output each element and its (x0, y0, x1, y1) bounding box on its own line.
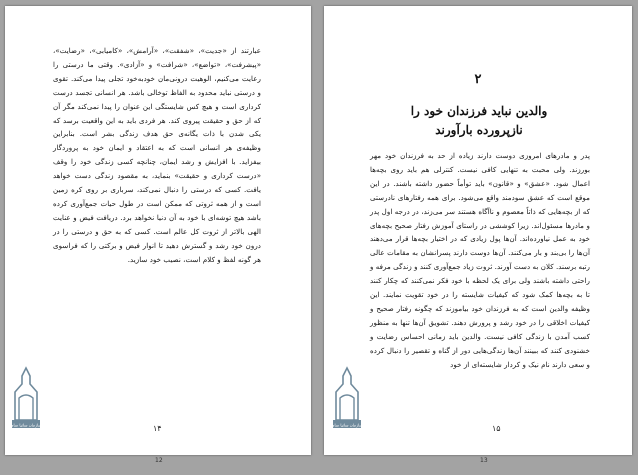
right-logo-text: سازمان ساتیا سای (331, 422, 363, 428)
page-12[interactable] (5, 6, 311, 455)
right-page-folio: ۱۵ (492, 424, 501, 433)
chapter-title-line-1: والدین نباید فرزندان خود را (410, 104, 548, 118)
right-page-number-label: 13 (480, 457, 488, 464)
left-page-body (53, 44, 261, 267)
chapter-title-line-2: نازپرورده بارآورند (435, 123, 523, 137)
left-page-folio: ۱۴ (153, 424, 162, 433)
left-page-paragraph: عبارتند از «جدیت»، «شفقت»، «آرامش»، «کامیابی»، «رضایت»، «پیشرفت»، «تواضع»، «شرافت» و «آزادی». وقتی ما درستی را رعایت می‌کنیم، الوهیت درونی‌مان خودبه‌خود تجلی پیدا می‌کند. تقوی و درستی نباید محدود به الفاظ توخالی باشد. هر انسانی تجسد درست کرداری است و هیچ کس شایستگی این عنوان را پیدا نمی‌کند مگر آن که از حق و حقیقت پیروی کند. هر فردی باید به این واقعیت برسد که یکی شدن با ذات یگانه‌ی حق هدف زندگی بشر است. بنابراین وظیفه‌ی هر انسانی است که به اعتقاد و ایمان خود به پروردگار بیفزاید. با افزایش و رشد ایمان، چنانچه کسی زندگی خود را وقف «درست کرداری و حقیقت» بنماید، به مقصود زندگی دست خواهد یافت. کسی که درستی را دنبال نمی‌کند، سرباری بر روی کره زمین است و از همه ثروتی که ممکن است در طول حیات جمع‌آوری کرده باشد هیچ توشه‌ای با خود به آن دنیا نخواهد برد. دریافت فیض و عنایت الهی بالاتر از ثروت کل عالم است. کسی که به حق و درستی را در درون خود رشد و گسترش دهید تا انوار فیض و برکتی را که فراسوی هر گونه لفظ و کلام است، نصیب خود سازید. (53, 46, 261, 264)
right-page-body (370, 149, 590, 372)
organization-logo-icon (330, 364, 364, 430)
right-page-paragraph: پدر و مادرهای امروزی دوست دارند زیاده از حد به فرزندان خود مهر بورزند. ولی محبت به تنهایی کافی نیست. کنترلی هم باید روی بچه‌ها اعمال شود. «عشق» و «قانون» باید توأماً حضور داشته باشند. در این موقع است که عشق سودمند واقع می‌شود. برای همه رفتارهای نادرستی که از بچه‌هایی که ذاتاً معصوم و ناآگاه هستند سر می‌زند، در درجه اول پدر و مادرها مسئول‌اند. زیرا کوششی در راستای آموزش رفتار صحیح بچه‌های خود به عمل نیاورده‌اند. آن‌ها پول زیادی که در اختیار بچه‌ها قرار می‌دهند آن‌ها را بی‌بند و بار می‌کنند. آن‌ها دوست دارند پسرانشان به مقامات عالی رتبه برسند. کلان به دست آورند. ثروت زیاد جمع‌آوری کنند و زندگی مرفه و راحتی داشته باشند ولی برای یک لحظه با خود فکر نمی‌کنند که چکار کنند تا به بچه‌ها کمک شود که کیفیات شایسته را در خود تقویت نمایند. این وظیفه والدین است که به فرزندان خود بیاموزند که چگونه رفتار صحیح و کیفیات اخلاقی را در خود رشد و پرورش دهند. تشویق آن‌ها تنها به منظور کسب آمدن با زندگی کافی نیست. والدین باید زمانی احساس رضایت و خشنودی کنند که ببینند آن‌ها زندگی‌هایی دور از گناه و تقصیر را دنبال کرده و سعی دارند نام نیک و کردار شایسته‌ای از خود (370, 151, 590, 369)
left-page-number-label: 12 (155, 457, 163, 464)
organization-logo-icon (9, 364, 43, 430)
left-logo-text: سازمان ساتیا سای (10, 422, 42, 428)
page-13[interactable] (324, 6, 632, 455)
chapter-number: ۲ (474, 72, 482, 87)
